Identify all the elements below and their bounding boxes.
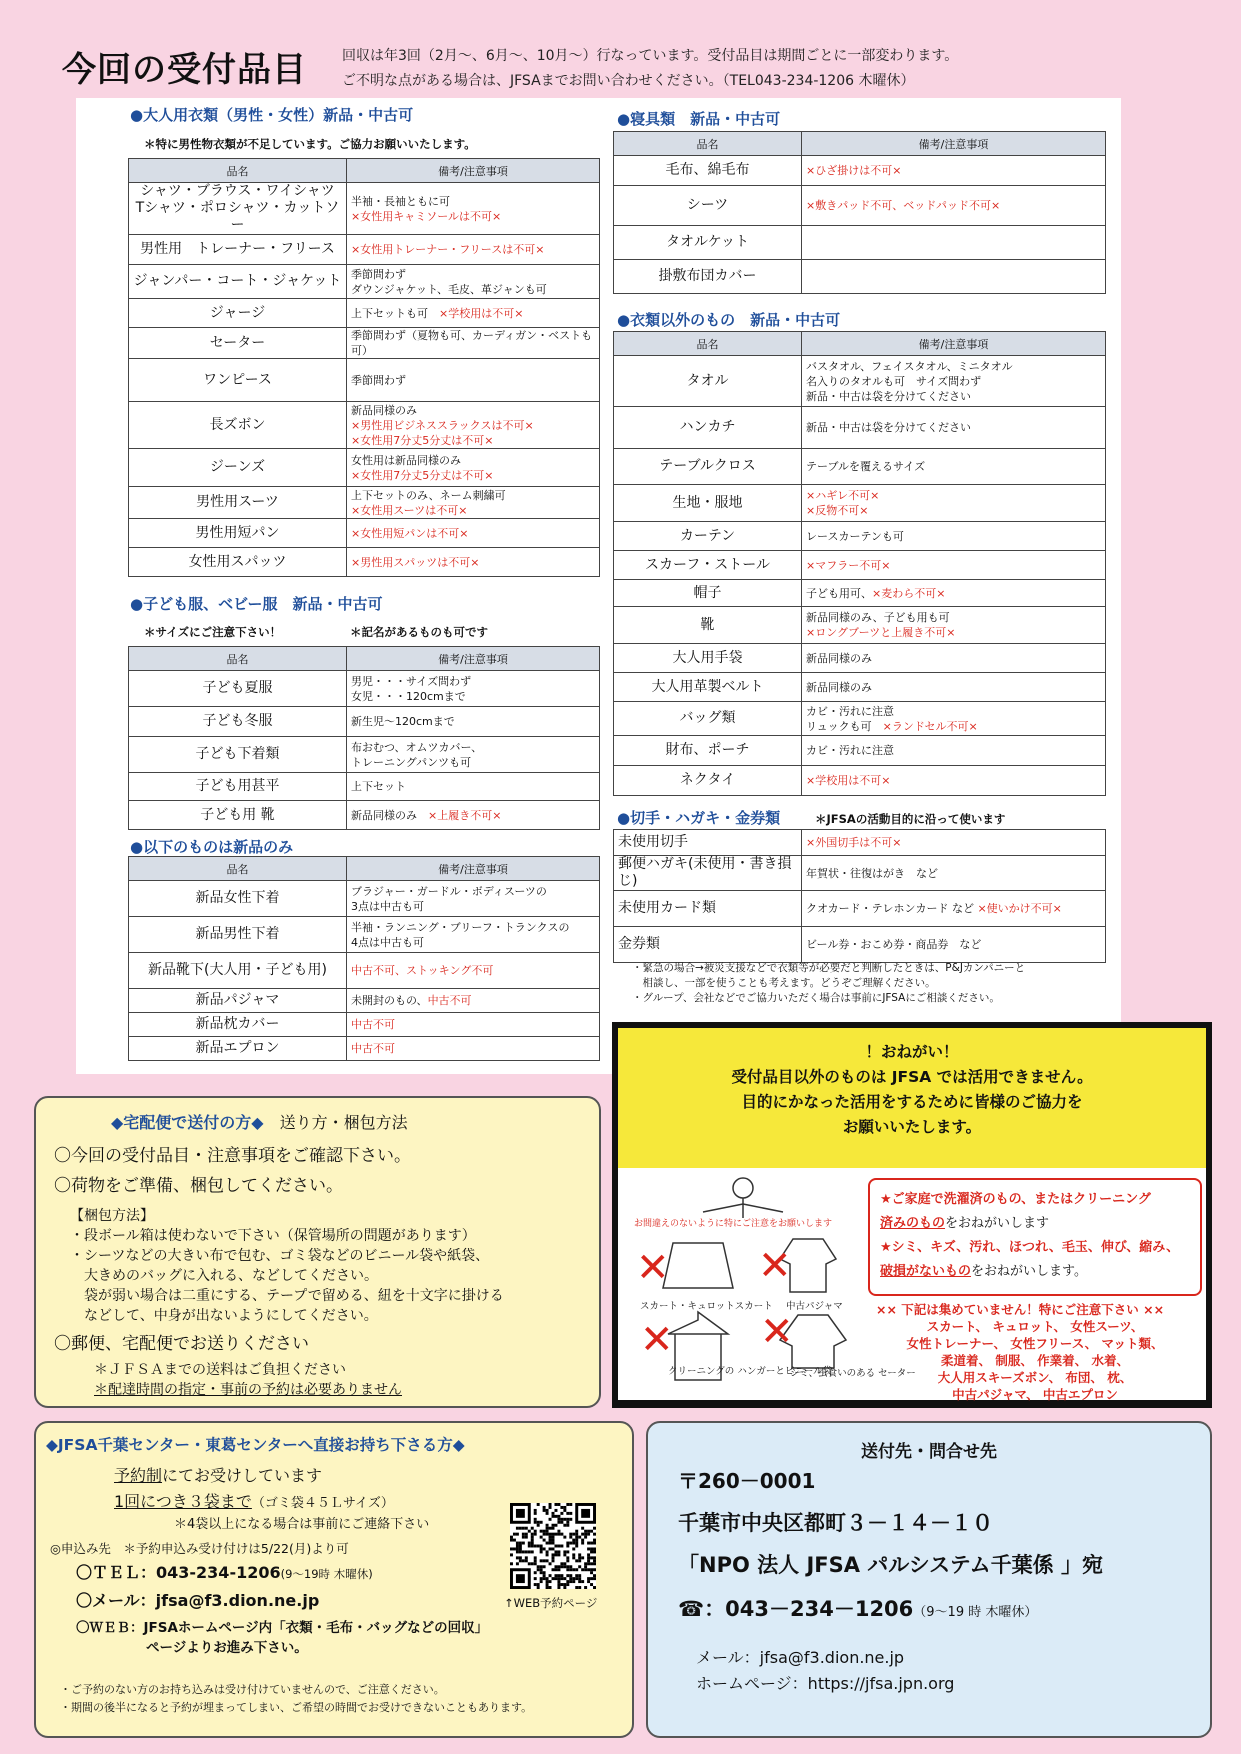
please-box: [612, 1022, 1212, 1408]
table-row: [614, 673, 1106, 702]
warning-text: ×学校用は不可×: [806, 774, 891, 787]
item-name: 毛布、綿毛布: [614, 156, 802, 186]
newonly-table: [128, 856, 600, 1061]
item-note: [802, 607, 1106, 644]
item-note: [347, 707, 600, 737]
table-row: [129, 359, 600, 402]
item-note: [802, 580, 1106, 607]
note-text: 子ども用可、: [806, 586, 872, 600]
item-note: [802, 485, 1106, 522]
carry-tel: 〇ＴＥＬ：043-234-1206(9～19時 木曜休): [76, 1563, 373, 1582]
table-row: [614, 449, 1106, 485]
table-row: [614, 607, 1106, 644]
item-note: [802, 156, 1106, 186]
item-note: [347, 801, 600, 830]
table-row: [129, 265, 600, 299]
item-name: バッグ類: [614, 702, 802, 736]
table-row: [129, 328, 600, 359]
x-mark-icon: ✕: [760, 1309, 794, 1355]
intro-text: 回収は年3回（2月～、6月～、10月～）行なっています。受付品目は期間ごとに一部変わります。 ご不明な点がある場合は、JFSAまでお問い合わせください。（TEL043-234-1206 木曜休）: [342, 48, 959, 89]
bedding-table: [613, 131, 1106, 294]
note-text: 新品同様のみ、子ども用も可: [806, 611, 950, 624]
page-title: 今回の受付品目: [62, 50, 307, 90]
item-note: [802, 644, 1106, 673]
table-row: [614, 226, 1106, 260]
requests-box: ★ご家庭で洗濯済のもの、またはクリーニング 済みのものをおねがいします ★シミ、キズ、汚れ、ほつれ、毛玉、伸び、縮み、 破損がないものをおねがいします。: [868, 1178, 1202, 1296]
person-icon: [673, 1174, 813, 1218]
item-note: [347, 989, 600, 1013]
stamps-table: [613, 829, 1106, 963]
table-row: [129, 671, 600, 707]
table-row: [614, 522, 1106, 551]
item-note: [802, 551, 1106, 580]
contact-mail[interactable]: メール：jfsa@f3.dion.ne.jp: [696, 1648, 905, 1667]
item-name: 新品男性下着: [129, 917, 347, 953]
warning-text: ×外国切手は不可×: [806, 836, 902, 849]
item-note: [347, 402, 600, 449]
item-name: カーテン: [614, 522, 802, 551]
col-name: 品名: [129, 857, 347, 881]
item-note: [347, 737, 600, 773]
item-note: [347, 449, 600, 487]
table-row: [614, 156, 1106, 186]
table-row: [129, 299, 600, 328]
table-row: [614, 260, 1106, 294]
item-name: シャツ・ブラウス・ワイシャツ Tシャツ・ポロシャツ・カットソー: [129, 183, 347, 235]
mail-step3: 〇郵便、宅配便でお送りください: [54, 1334, 309, 1354]
contact-address: 千葉市中央区都町３－１４－１０: [678, 1511, 993, 1535]
item-note: [802, 673, 1106, 702]
table-row: [129, 917, 600, 953]
table-row: [614, 356, 1106, 407]
kids-heading: ●子ども服、ベビー服 新品・中古可: [130, 595, 383, 613]
warning-text: 中古不可、ストッキング不可: [351, 964, 494, 977]
adult-heading: ●大人用衣類（男性・女性）新品・中古可: [130, 106, 414, 124]
item-note: [802, 830, 1106, 856]
carry-apply: ◎申込み先 ＊予約申込み受け付けは5/22(月)より可: [50, 1541, 349, 1556]
carry-limit: 1回につき３袋まで（ゴミ袋４５Ｌサイズ）: [114, 1492, 394, 1511]
not-collected-title: ×× 下記は集めていません！特にご注意下さい ××: [876, 1302, 1165, 1317]
col-name: 品名: [129, 159, 347, 183]
carry-note: ＊4袋以上になる場合は事前にご連絡下さい: [174, 1517, 430, 1532]
item-name: タオル: [614, 356, 802, 407]
not-collected-list: スカート、 キュロット、 女性スーツ、 女性トレーナー、 女性フリース、 マット類、 柔道着、 制服、 作業着、 水着、 大人用スキーズボン、 布団、 枕、 中古パジャマ、 中古エプロン: [906, 1319, 1164, 1402]
item-name: 子ども夏服: [129, 671, 347, 707]
note-text: カビ・汚れに注意: [806, 744, 894, 757]
col-note: 備考/注意事項: [802, 132, 1106, 156]
item-name: 新品パジャマ: [129, 989, 347, 1013]
mail-note-fee: ＊ＪＦＳＡまでの送料はご負担ください: [94, 1362, 346, 1378]
carry-in-box: [34, 1421, 634, 1738]
warning-text: ×男性用スパッツは不可×: [351, 555, 480, 569]
table-row: [129, 402, 600, 449]
warning-text: ×麦わら不可×: [872, 586, 946, 600]
item-name: 金券類: [614, 927, 802, 963]
adult-subnote: ＊特に男性物衣類が不足しています。ご協力お願いいたします。: [144, 137, 476, 151]
warning-text: 中古不可: [427, 994, 472, 1007]
note-text: カビ・汚れに注意 リュックも可: [806, 704, 894, 733]
note-text: 新生児～120cmまで: [351, 715, 455, 728]
item-name: 子ども下着類: [129, 737, 347, 773]
note-text: 未開封のもの、: [351, 994, 428, 1007]
warning-text: ×ロングブーツと上履き不可×: [806, 626, 956, 639]
item-note: [347, 235, 600, 265]
item-note: [347, 548, 600, 577]
warning-text: 中古不可: [351, 1018, 395, 1031]
item-note: [347, 881, 600, 917]
note-text: テーブルを覆えるサイズ: [806, 460, 926, 473]
table-row: [129, 449, 600, 487]
mail-step2: 〇荷物をご準備、梱包してください。: [54, 1176, 343, 1196]
warning-text: ×ランドセル不可×: [882, 719, 978, 733]
please-illustrations: [618, 1168, 1206, 1400]
table-row: [614, 927, 1106, 963]
warning-text: ×男性用ビジネススラックスは不可× ×女性用7分丈5分丈は不可×: [351, 418, 534, 447]
carry-reservation: 予約制にてお受けしています: [114, 1466, 323, 1485]
x-mark-icon: ✕: [758, 1243, 792, 1289]
newonly-heading: ●以下のものは新品のみ: [130, 838, 294, 856]
item-name: 男性用スーツ: [129, 487, 347, 519]
table-row: [129, 183, 600, 235]
col-note: 備考/注意事項: [347, 159, 600, 183]
item-name: 新品靴下(大人用・子ども用): [129, 953, 347, 989]
warning-text: 中古不可: [351, 1042, 395, 1055]
item-name: 子ども冬服: [129, 707, 347, 737]
note-text: 半袖・ランニング・ブリーフ・トランクスの 4点は中古も可: [351, 920, 570, 949]
carry-footnote-1: ・ご予約のない方のお持ち込みは受け付けていませんので、ご注意ください。: [60, 1683, 445, 1696]
table-row: [614, 644, 1106, 673]
col-name: 品名: [129, 647, 347, 671]
table-row: [129, 548, 600, 577]
warning-text: ×女性用短パンは不可×: [351, 526, 469, 540]
item-name: 生地・服地: [614, 485, 802, 522]
item-note: [802, 407, 1106, 449]
note-text: 布おむつ、オムツカバー、 トレーニングパンツも可: [351, 740, 483, 769]
item-note: [347, 265, 600, 299]
carry-title: ◆JFSA千葉センター・東葛センターへ直接お持ち下さる方◆: [46, 1436, 465, 1454]
note-text: レースカーテンも可: [806, 529, 904, 543]
note-text: クオカード・テレホンカード など: [806, 902, 978, 915]
table-row: [129, 1013, 600, 1037]
col-note: 備考/注意事項: [347, 857, 600, 881]
item-name: 大人用手袋: [614, 644, 802, 673]
item-name: 子ども用甚平: [129, 773, 347, 801]
warning-text: ×学校用は不可×: [439, 306, 524, 320]
carry-web-page: ページよりお進み下さい。: [146, 1640, 308, 1656]
contact-title: 送付先・問合せ先: [861, 1442, 997, 1462]
packing-instructions: 【梱包方法】 ・段ボール箱は使わないで下さい（保管場所の問題があります） ・シーツなどの大きい布で包む、ゴミ袋などのビニール袋や紙袋、 大きめのバッグに入れる、などしてください。 袋が弱い場合は二重にする、テープで留める、紐を十文字に掛ける などして、中身が出ないようにしてください。: [70, 1208, 504, 1324]
contact-tel: ☎：043－234－1206（9～19 時 木曜休）: [678, 1597, 1038, 1621]
item-name: 未使用切手: [614, 830, 802, 856]
note-text: 上下セット: [351, 780, 406, 793]
item-name: ジーンズ: [129, 449, 347, 487]
item-note: [347, 917, 600, 953]
note-text: 半袖・長袖ともに可: [351, 194, 450, 208]
warning-text: ×敷きパッド不可、ベッドパッド不可×: [806, 199, 1001, 212]
table-row: [614, 830, 1106, 856]
note-text: ビール券・おこめ券・商品券 など: [806, 938, 982, 951]
item-name: 男性用 トレーナー・フリース: [129, 235, 347, 265]
note-text: 新品同様のみ: [351, 808, 428, 822]
table-row: [614, 186, 1106, 226]
skirt-icon: [658, 1238, 738, 1293]
item-note: [802, 226, 1106, 260]
item-note: [347, 1013, 600, 1037]
item-note: [802, 702, 1106, 736]
x-mark-icon: ✕: [640, 1317, 674, 1363]
item-name: 帽子: [614, 580, 802, 607]
item-name: タオルケット: [614, 226, 802, 260]
item-name: 掛敷布団カバー: [614, 260, 802, 294]
table-row: [614, 702, 1106, 736]
warning-text: ×ひざ掛けは不可×: [806, 164, 902, 177]
note-text: 男児・・・サイズ問わず 女児・・・120cmまで: [351, 674, 472, 703]
note-text: 新品同様のみ: [806, 651, 872, 665]
col-name: 品名: [614, 132, 802, 156]
x-mark-icon: ✕: [636, 1245, 670, 1291]
qr-code-icon[interactable]: [510, 1503, 596, 1589]
bedding-heading: ●寝具類 新品・中古可: [617, 110, 781, 128]
caption-hanger: クリーニングの ハンガーとビニール袋: [668, 1366, 833, 1377]
item-name: 女性用スパッツ: [129, 548, 347, 577]
item-name: 郵便ハガキ(未使用・書き損じ): [614, 856, 802, 891]
note-text: 上下セットのみ、ネーム刺繍可: [351, 488, 506, 502]
item-note: [802, 766, 1106, 796]
carry-mail[interactable]: 〇メール：jfsa@f3.dion.ne.jp: [76, 1591, 320, 1610]
warning-text: ×女性用キャミソールは不可×: [351, 209, 502, 223]
col-name: 品名: [614, 332, 802, 356]
col-note: 備考/注意事項: [802, 332, 1106, 356]
note-text: 新品・中古は袋を分けてください: [806, 421, 971, 434]
mail-step1: 〇今回の受付品目・注意事項をご確認下さい。: [54, 1146, 411, 1166]
contact-box: [646, 1421, 1212, 1738]
carry-footnote-2: ・期間の後半になると予約が埋まってしまい、ご希望の時間でお受けできないこともあります。: [60, 1701, 533, 1714]
warning-text: ×女性用スーツは不可×: [351, 503, 468, 517]
item-note: [347, 773, 600, 801]
table-row: [129, 801, 600, 830]
qr-caption: ↑WEB予約ページ: [504, 1596, 598, 1610]
kids-subnote-name: ＊記名があるものも可です: [350, 625, 488, 639]
item-name: セーター: [129, 328, 347, 359]
contact-zip: 〒260－0001: [678, 1469, 816, 1493]
caption-top: お間違えのないように特にご注意をお願いします: [634, 1219, 833, 1229]
item-name: 新品枕カバー: [129, 1013, 347, 1037]
item-name: ジャンパー・コート・ジャケット: [129, 265, 347, 299]
item-name: ハンカチ: [614, 407, 802, 449]
other-table: [613, 331, 1106, 796]
item-note: [802, 856, 1106, 891]
item-name: 未使用カード類: [614, 891, 802, 927]
kids-table: [128, 646, 600, 830]
item-name: 子ども用 靴: [129, 801, 347, 830]
mail-title: ◆宅配便で送付の方◆ 送り方・梱包方法: [111, 1113, 408, 1132]
note-text: 季節問わず: [351, 373, 406, 387]
item-note: [802, 260, 1106, 294]
caption-skirt: スカート・キュロットスカート: [640, 1301, 773, 1312]
table-row: [614, 736, 1106, 766]
note-text: 季節問わず ダウンジャケット、毛皮、革ジャンも可: [351, 267, 547, 296]
item-name: 大人用革製ベルト: [614, 673, 802, 702]
item-note: [347, 299, 600, 328]
stamps-footnotes: ・緊急の場合→被災支援などで衣類等が必要だと判断したときは、P&Jカンパニーと 相談し、一部を使うことも考えます。どうぞご理解ください。 ・グループ、会社などでご協力いただく場合は事前にJFSAにご相談ください。: [632, 962, 1026, 1004]
warning-text: ×女性用トレーナー・フリースは不可×: [351, 243, 545, 256]
item-name: 長ズボン: [129, 402, 347, 449]
item-note: [347, 359, 600, 402]
table-row: [129, 235, 600, 265]
col-note: 備考/注意事項: [347, 647, 600, 671]
note-text: 季節問わず（夏物も可、カーディガン・ベストも可）: [351, 329, 593, 357]
item-name: 男性用短パン: [129, 519, 347, 548]
table-row: [614, 580, 1106, 607]
contact-recipient: 「NPO 法人 JFSA パルシステム千葉係 」宛: [678, 1553, 1103, 1577]
note-text: 女性用は新品同様のみ: [351, 453, 461, 467]
item-name: シーツ: [614, 186, 802, 226]
mail-note-noreserve: ＊配達時間の指定・事前の予約は必要ありません: [94, 1382, 402, 1398]
item-note: [802, 449, 1106, 485]
note-text: 上下セットも可: [351, 306, 439, 320]
item-note: [802, 736, 1106, 766]
table-row: [129, 1037, 600, 1061]
note-text: 新品同様のみ: [351, 403, 417, 417]
item-note: [347, 953, 600, 989]
item-name: テーブルクロス: [614, 449, 802, 485]
item-note: [347, 519, 600, 548]
item-note: [802, 522, 1106, 551]
item-note: [802, 891, 1106, 927]
kids-subnote-size: ＊サイズにご注意下さい！: [144, 625, 282, 639]
item-name: ジャージ: [129, 299, 347, 328]
stamps-heading: ●切手・ハガキ・金券類: [617, 809, 781, 827]
item-name: 新品エプロン: [129, 1037, 347, 1061]
warning-text: ×女性用7分丈5分丈は不可×: [351, 468, 494, 482]
note-text: ブラジャー・ガードル・ボディスーツの 3点は中古も可: [351, 884, 547, 913]
stamps-subnote: ＊JFSAの活動目的に沿って使います: [815, 812, 1006, 826]
item-name: ネクタイ: [614, 766, 802, 796]
table-row: [129, 881, 600, 917]
warning-text: ×使いかけ不可×: [977, 902, 1062, 915]
item-note: [802, 927, 1106, 963]
item-name: 新品女性下着: [129, 881, 347, 917]
table-row: [614, 551, 1106, 580]
warning-text: ×上履き不可×: [428, 808, 502, 822]
warning-text: ×ハギレ不可× ×反物不可×: [806, 489, 880, 517]
table-row: [129, 953, 600, 989]
table-row: [129, 737, 600, 773]
table-row: [614, 856, 1106, 891]
item-note: [802, 186, 1106, 226]
contact-web[interactable]: ホームページ：https://jfsa.jpn.org: [696, 1674, 955, 1693]
caption-sweater: シミ、虫食いのある セーター: [790, 1368, 916, 1379]
note-text: 新品同様のみ: [806, 680, 872, 694]
please-message: ！おねがい！ 受付品目以外のものは JFSA では活用できません。 目的にかなった活用をするために皆様のご協力を お願いいたします。: [618, 1028, 1206, 1168]
table-row: [129, 519, 600, 548]
item-name: 靴: [614, 607, 802, 644]
table-row: [129, 487, 600, 519]
table-row: [614, 891, 1106, 927]
item-note: [347, 671, 600, 707]
item-note: [347, 328, 600, 359]
item-note: [347, 487, 600, 519]
adult-table: [128, 158, 600, 577]
caption-pajama: 中古パジャマ: [786, 1301, 843, 1312]
table-row: [614, 766, 1106, 796]
item-note: [347, 183, 600, 235]
item-name: 財布、ポーチ: [614, 736, 802, 766]
table-row: [129, 989, 600, 1013]
note-text: 年賀状・往復はがき など: [806, 866, 938, 880]
note-text: バスタオル、フェイスタオル、ミニタオル 名入りのタオルも可 サイズ問わず 新品・中古は袋を分けてください: [806, 359, 1013, 403]
item-name: スカーフ・ストール: [614, 551, 802, 580]
carry-web: 〇ＷＥＢ：JFSAホームページ内「衣類・毛布・バッグなどの回収」: [76, 1620, 489, 1636]
table-row: [614, 407, 1106, 449]
table-row: [614, 485, 1106, 522]
item-note: [802, 356, 1106, 407]
table-row: [129, 773, 600, 801]
item-note: [347, 1037, 600, 1061]
warning-text: ×マフラー不可×: [806, 558, 891, 572]
table-row: [129, 707, 600, 737]
other-heading: ●衣類以外のもの 新品・中古可: [617, 311, 841, 329]
item-name: ワンピース: [129, 359, 347, 402]
mail-shipping-box: [34, 1096, 601, 1408]
